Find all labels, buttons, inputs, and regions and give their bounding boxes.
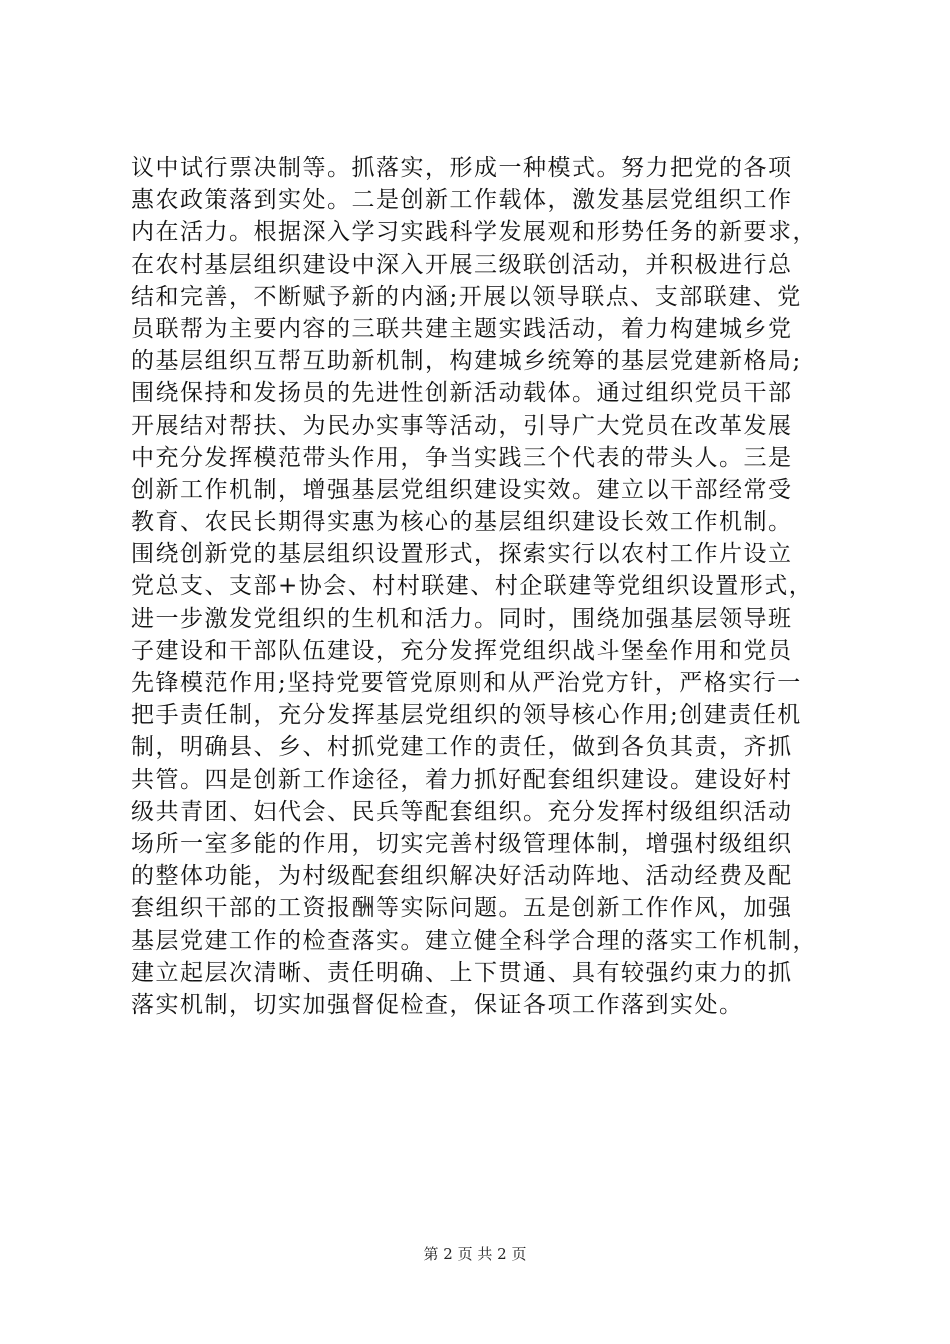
text-line: 议中试行票决制等。抓落实，形成一种模式。努力把党的各项	[131, 155, 793, 181]
text-line: 先锋模范作用;坚持党要管党原则和从严治党方针，严格实行一	[131, 670, 802, 696]
text-line: 结和完善，不断赋予新的内涵;开展以领导联点、支部联建、党	[131, 283, 802, 310]
text-line: 的基层组织互帮互助新机制，构建城乡统筹的基层党建新格局;	[131, 348, 802, 375]
text-line: 套组织干部的工资报酬等实际问题。五是创新工作作风，加强	[131, 895, 793, 922]
text-line: 的整体功能，为村级配套组织解决好活动阵地、活动经费及配	[131, 863, 793, 890]
text-line: 开展结对帮扶、为民办实事等活动，引导广大党员在改革发展	[131, 412, 793, 439]
text-line: 场所一室多能的作用，切实完善村级管理体制，增强村级组织	[131, 830, 793, 857]
text-line: 子建设和干部队伍建设，充分发挥党组织战斗堡垒作用和党员	[131, 637, 793, 664]
text-line: 中充分发挥模范带头作用，争当实践三个代表的带头人。三是	[131, 444, 793, 471]
text-line: 落实机制，切实加强督促检查，保证各项工作落到实处。	[131, 991, 744, 1018]
page-number-label: 第 2 页 共 2 页	[423, 1245, 527, 1263]
text-line: 共管。四是创新工作途径，着力抓好配套组织建设。建设好村	[131, 766, 793, 793]
page-footer	[0, 1244, 950, 1264]
text-line: 在农村基层组织建设中深入开展三级联创活动，并积极进行总	[131, 251, 793, 278]
text-line: 围绕保持和发扬员的先进性创新活动载体。通过组织党员干部	[131, 380, 793, 407]
text-line: 基层党建工作的检查落实。建立健全科学合理的落实工作机制，	[131, 927, 817, 954]
text-line: 创新工作机制，增强基层党组织建设实效。建立以干部经常受	[131, 476, 793, 503]
text-line: 围绕创新党的基层组织设置形式，探索实行以农村工作片设立	[131, 541, 793, 568]
text-line: 员联帮为主要内容的三联共建主题实践活动，着力构建城乡党	[131, 315, 793, 342]
text-line: 级共青团、妇代会、民兵等配套组织。充分发挥村级组织活动	[131, 798, 793, 825]
text-line: 内在活力。根据深入学习实践科学发展观和形势任务的新要求，	[131, 219, 817, 246]
text-line: 进一步激发党组织的生机和活力。同时，围绕加强基层领导班	[131, 605, 793, 632]
text-line: 党总支、支部+协会、村村联建、村企联建等党组织设置形式，	[131, 573, 814, 600]
text-line: 建立起层次清晰、责任明确、上下贯通、具有较强约束力的抓	[131, 959, 793, 986]
text-line: 把手责任制，充分发挥基层党组织的领导核心作用;创建责任机	[131, 702, 802, 729]
text-line: 教育、农民长期得实惠为核心的基层组织建设长效工作机制。	[131, 509, 793, 536]
text-line: 制，明确县、乡、村抓党建工作的责任，做到各负其责，齐抓	[131, 734, 793, 761]
text-line: 惠农政策落到实处。二是创新工作载体，激发基层党组织工作	[131, 187, 793, 214]
body-text	[131, 152, 831, 1021]
